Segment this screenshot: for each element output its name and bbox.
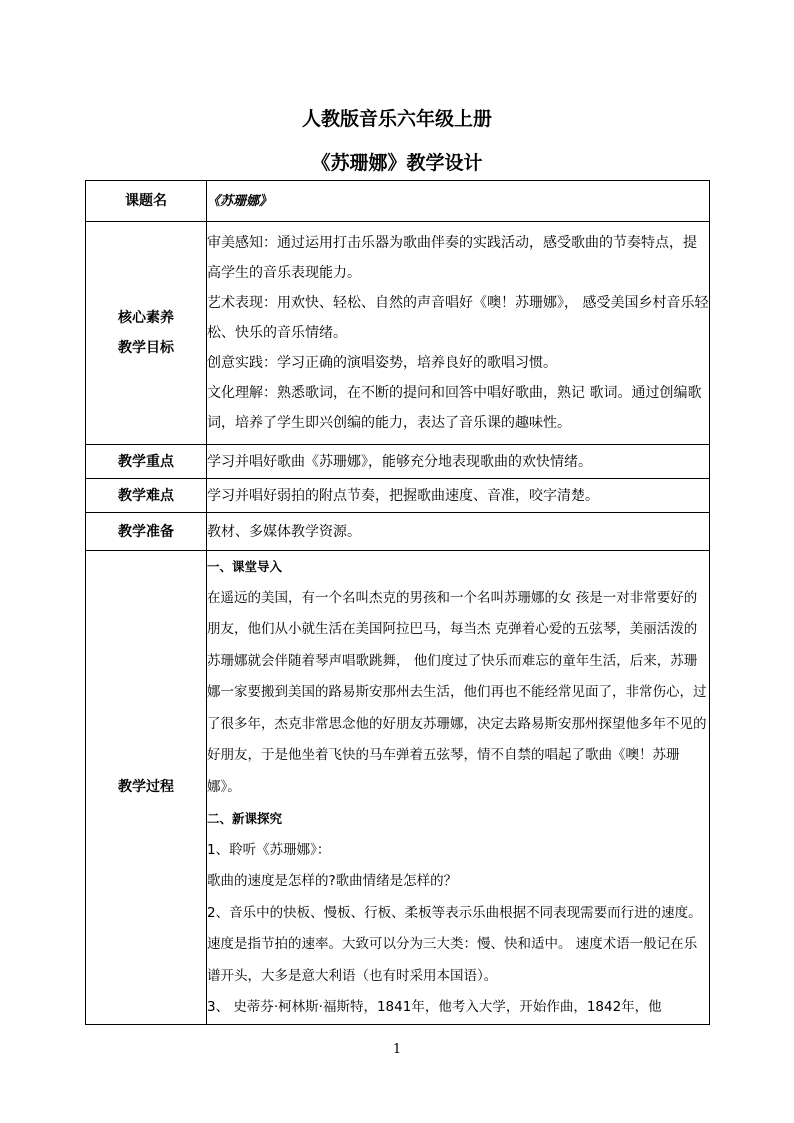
row-topic xyxy=(86,181,710,222)
value-process xyxy=(207,551,710,1025)
value-topic: 《苏珊娜》 xyxy=(207,181,710,222)
page-number: 1 xyxy=(392,1042,402,1057)
label-goals xyxy=(86,222,207,445)
label-difficulties: 教学难点 xyxy=(86,479,207,513)
value-key-points: 学习并唱好歌曲《苏珊娜》，能够充分地表现歌曲的欢快情绪。 xyxy=(207,445,710,479)
value-difficulties: 学习并唱好弱拍的附点节奏，把握歌曲速度、音准，咬字清楚。 xyxy=(207,479,710,513)
section-explore-title: 二、新课探究 xyxy=(207,811,283,826)
item-composer: 3、 史蒂芬·柯林斯·福斯特，1841年，他考入大学，开始作曲，1842年，他 xyxy=(207,999,662,1015)
document-title: 人教版音乐六年级上册 xyxy=(301,108,492,130)
goal-creative: 创意实践：学习正确的演唱姿势，培养良好的歌唱习惯。 xyxy=(207,355,557,371)
item-listen: 1、聆听《苏珊娜》： xyxy=(207,841,331,858)
label-key-points: 教学重点 xyxy=(86,445,207,479)
label-topic: 课题名 xyxy=(86,181,207,222)
label-goals-line2: 教学目标 xyxy=(118,340,174,356)
row-difficulties xyxy=(86,479,710,513)
label-preparation: 教学准备 xyxy=(86,513,207,551)
item-listen-question: 歌曲的速度是怎样的?歌曲情绪是怎样的？ xyxy=(207,873,458,889)
document-subtitle: 《苏珊娜》教学设计 xyxy=(311,152,483,174)
row-process xyxy=(86,551,710,1025)
row-goals xyxy=(86,222,710,445)
goal-aesthetic: 审美感知：通过运用打击乐器为歌曲伴奏的实践活动，感受歌曲的节奏特点，提高学生的音乐表现能力。 xyxy=(207,235,697,281)
goal-artistic: 艺术表现：用欢快、轻松、自然的声音唱好《噢！苏珊娜》， 感受美国乡村音乐轻松、快乐的音乐情绪。 xyxy=(207,295,709,341)
label-goals-line1: 核心素养 xyxy=(118,310,174,326)
label-process: 教学过程 xyxy=(86,551,207,1025)
row-preparation xyxy=(86,513,710,551)
row-key-points xyxy=(86,445,710,479)
item-tempo: 2、音乐中的快板、慢板、行板、柔板等表示乐曲根据不同表现需要而行进的速度。 速度是指节拍的速率。大致可以分为三大类：慢、快和适中。 速度术语一般记在乐谱开头，大多是意大利语（也有时采用本国语）。 xyxy=(207,904,702,984)
section-intro-text: 在遥远的美国，有一个名叫杰克的男孩和一个名叫苏珊娜的女 孩是一对非常要好的朋友，他们从小就生活在美国阿拉巴马，每当杰 克弹着心爱的五弦琴，美丽活泼的苏珊娜就会伴随着琴声唱歌跳舞， 他们度过了快乐而难忘的童年生活，后来，苏珊娜一家要搬到美国的路易斯安那州去生活，他们再也不能经常见面了，非常伤心，过了很多年，杰克非常思念他的好朋友苏珊娜，决定去路易斯安那州探望他多年不见的好朋友，于是他坐着飞快的马车弹着五弦琴，情不自禁的唱起了歌曲《噢！苏珊娜》。 xyxy=(207,589,707,795)
value-goals xyxy=(207,222,710,445)
section-intro-title: 一、课堂导入 xyxy=(207,559,283,574)
lesson-plan-table xyxy=(85,180,710,1025)
goal-cultural: 文化理解：熟悉歌词，在不断的提问和回答中唱好歌曲，熟记 歌词。通过创编歌词，培养了学生即兴创编的能力，表达了音乐课的趣味性。 xyxy=(207,385,702,431)
value-preparation: 教材、多媒体教学资源。 xyxy=(207,513,710,551)
